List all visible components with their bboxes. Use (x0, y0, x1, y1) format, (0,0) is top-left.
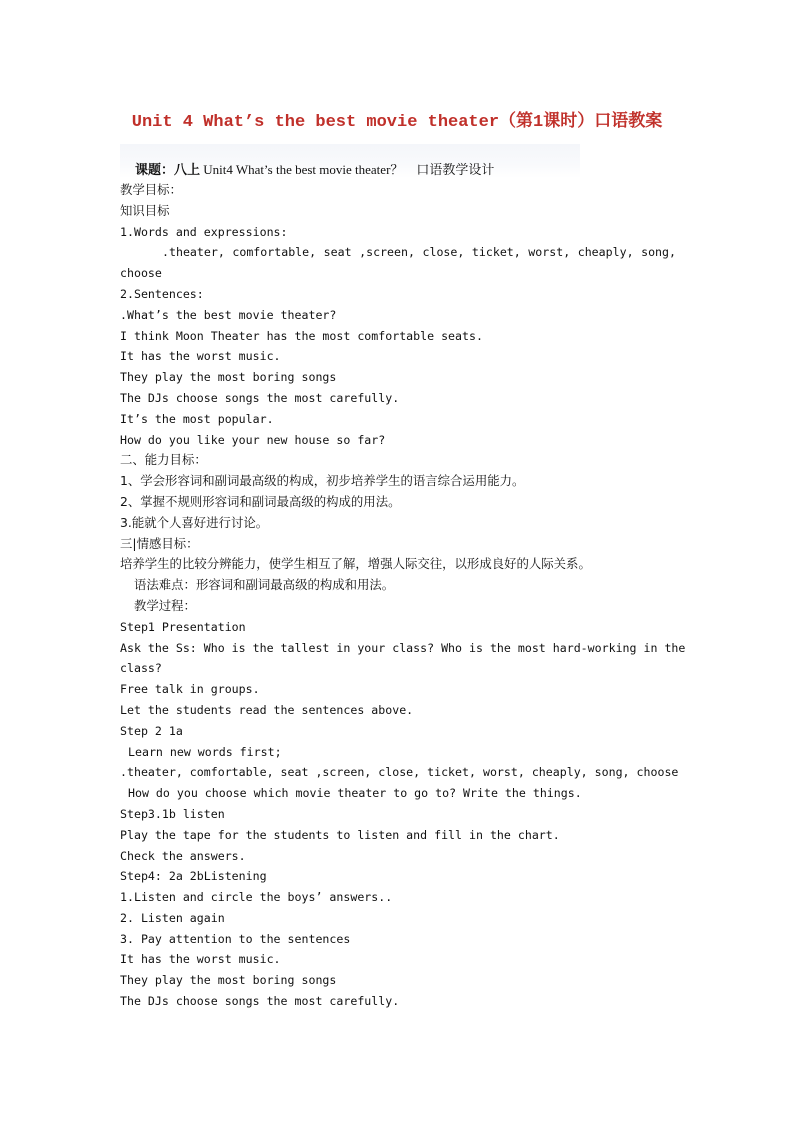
words-heading: 1.Words and expressions: (120, 224, 288, 239)
section-heading-objectives: 教学目标： (120, 182, 182, 197)
step-text: Check the answers. (120, 848, 246, 863)
grammar-difficulty: 语法难点：形容词和副词最高级的构成和用法。 (134, 577, 395, 593)
ability-objective-item: 1、学会形容词和副词最高级的构成，初步培养学生的语言综合运用能力。 (120, 473, 525, 489)
document-title: Unit 4 What’s the best movie theater（第1课时）口语教案 (131, 113, 663, 132)
vocabulary-list-cont: choose (120, 266, 162, 281)
sentences-heading: 2.Sentences: (120, 286, 204, 301)
sentence-line: It has the worst music. (120, 349, 281, 364)
step-heading: Step1 Presentation (120, 619, 246, 634)
vocabulary-list: .theater, comfortable, seat ,screen, close, ticket, worst, cheaply, song, (162, 245, 676, 260)
document-body (120, 180, 686, 1012)
step-text: class? (120, 661, 162, 676)
subject-label: 课题：八上 (135, 163, 201, 178)
step-text: 3. Pay attention to the sentences (120, 931, 351, 946)
step-text: Ask the Ss: Who is the tallest in your class? Who is the most hard-working in the (120, 640, 686, 655)
step-text: 2. Listen again (120, 910, 225, 925)
step-text: Learn new words first; (128, 744, 282, 759)
sentence-line: How do you like your new house so far? (120, 432, 386, 447)
sentence-line: The DJs choose songs the most carefully. (120, 390, 400, 405)
teaching-process-heading: 教学过程： (134, 597, 196, 613)
emotion-objective-text: 培养学生的比较分辨能力，使学生相互了解，增强人际交往，以形成良好的人际关系。 (120, 556, 591, 572)
vocabulary-list: .theater, comfortable, seat ,screen, close, ticket, worst, cheaply, song, choose (120, 765, 679, 780)
step-text: Let the students read the sentences above. (120, 702, 414, 717)
step-text: Free talk in groups. (120, 682, 260, 697)
sentence-line: It has the worst music. (120, 952, 281, 967)
sentence-line: The DJs choose songs the most carefully. (120, 994, 400, 1009)
subject-line (135, 159, 494, 178)
sentence-line: They play the most boring songs (120, 973, 337, 988)
step-text: 1.Listen and circle the boys’ answers.. (120, 890, 393, 905)
sentence-line: They play the most boring songs (120, 370, 337, 385)
sentence-line: I think Moon Theater has the most comfortable seats. (120, 328, 483, 343)
sentence-line: It’s the most popular. (120, 411, 274, 426)
ability-objectives-heading: 二、能力目标： (120, 452, 207, 468)
ability-objective-item: 2、掌握不规则形容词和副词最高级的构成的用法。 (120, 493, 401, 509)
step-text: How do you choose which movie theater to go to? Write the things. (128, 786, 582, 801)
step-heading: Step3.1b listen (120, 806, 225, 821)
emotion-objectives-heading: 三|情感目标： (120, 535, 199, 551)
ability-objective-item: 3.能就个人喜好进行讨论。 (120, 514, 269, 530)
subject-text: Unit4 What’s the best movie theater？ 口语教学设计 (200, 162, 495, 177)
sentence-line: .What’s the best movie theater? (120, 307, 337, 322)
knowledge-objectives-heading: 知识目标 (120, 202, 170, 218)
step-text: Play the tape for the students to listen and fill in the chart. (120, 827, 560, 842)
step-heading: Step 2 1a (120, 723, 183, 738)
step-heading: Step4: 2a 2bListening (120, 869, 267, 884)
